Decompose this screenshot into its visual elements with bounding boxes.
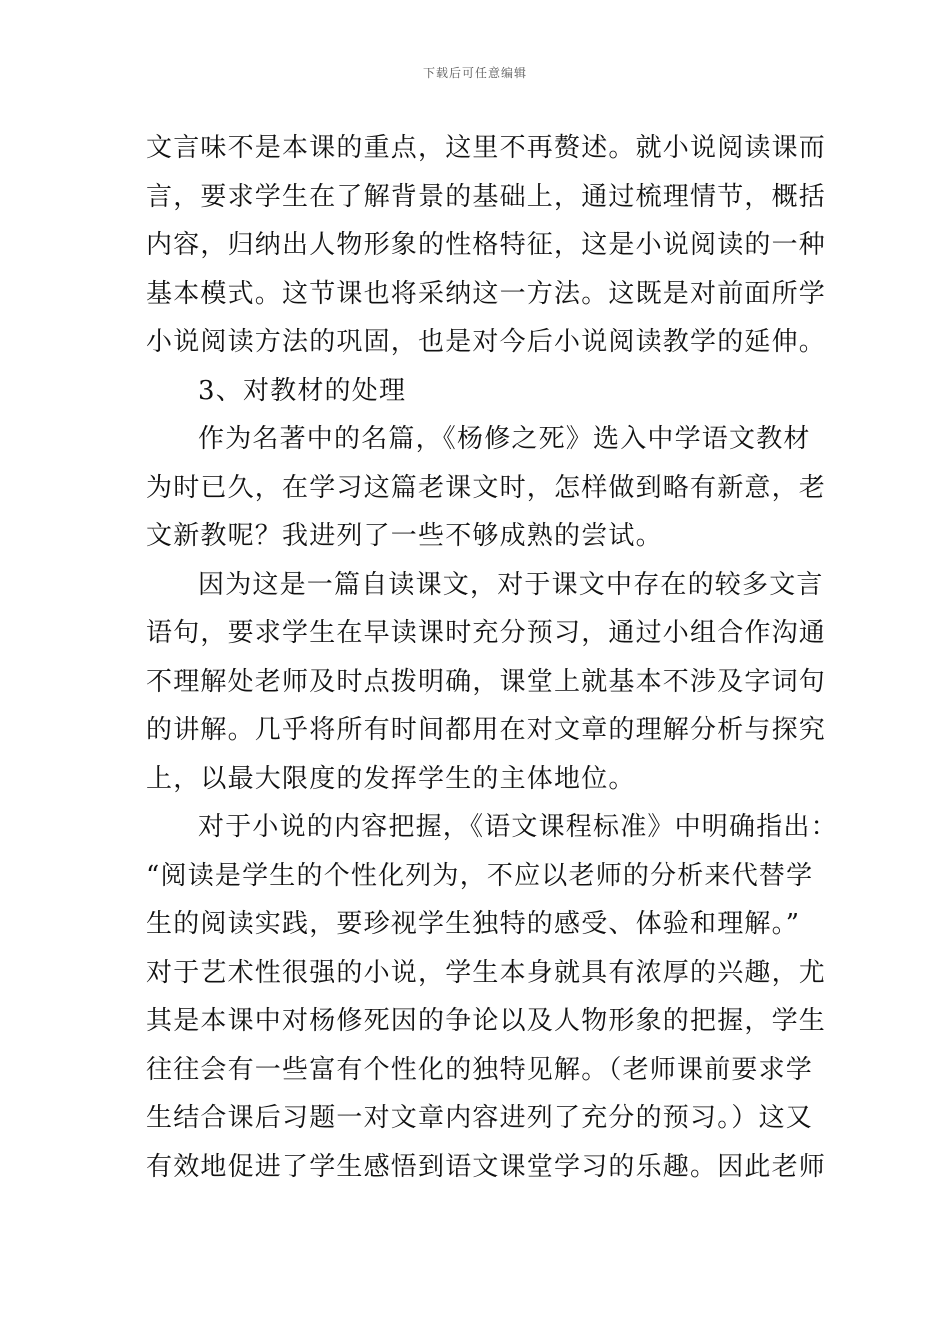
text-line: 有效地促进了学生感悟到语文课堂学习的乐趣。因此老师 bbox=[146, 1151, 827, 1182]
text-line: 其是本课中对杨修死因的争论以及人物形象的把握，学生 bbox=[146, 1006, 827, 1036]
text-line: 生的阅读实践，要珍视学生独特的感受、体验和理解。” bbox=[146, 909, 801, 939]
text-line: 对于艺术性很强的小说，学生本身就具有浓厚的兴趣，尤 bbox=[146, 957, 827, 988]
paragraph-start-line: 对于小说的内容把握，《语文课程标准》中明确指出： bbox=[198, 812, 838, 842]
text-line: 小说阅读方法的巩固，也是对今后小说阅读教学的延伸。 bbox=[146, 327, 827, 357]
text-line: 生结合课后习题一对文章内容进列了充分的预习。）这又 bbox=[146, 1103, 814, 1133]
text-line: 不理解处老师及时点拨明确，课堂上就基本不涉及字词句 bbox=[146, 666, 827, 697]
text-line: 往往会有一些富有个性化的独特见解。（老师课前要求学 bbox=[146, 1054, 814, 1085]
text-line: “阅读是学生的个性化列为，不应以老师的分析来代替学 bbox=[146, 860, 814, 891]
text-line: 言，要求学生在了解背景的基础上，通过梳理情节，概括 bbox=[146, 181, 827, 212]
text-line: 语句，要求学生在早读课时充分预习，通过小组合作沟通 bbox=[146, 618, 827, 648]
paragraph-start-line: 作为名著中的名篇，《杨修之死》选入中学语文教材 bbox=[198, 424, 811, 454]
body-text bbox=[146, 124, 838, 1191]
text-line: 上，以最大限度的发挥学生的主体地位。 bbox=[146, 763, 636, 794]
text-line: 内容，归纳出人物形象的性格特征，这是小说阅读的一种 bbox=[146, 230, 827, 260]
paragraph-start-line: 因为这是一篇自读课文，对于课文中存在的较多文言 bbox=[198, 569, 824, 600]
text-line: 为时已久，在学习这篇老课文时，怎样做到略有新意，老 bbox=[146, 472, 827, 503]
text-line: 文新教呢？我进列了一些不够成熟的尝试。 bbox=[146, 521, 663, 551]
section-heading: 3、对教材的处理 bbox=[198, 375, 407, 406]
text-line: 基本模式。这节课也将采纳这一方法。这既是对前面所学 bbox=[146, 278, 827, 309]
text-line: 的讲解。几乎将所有时间都用在对文章的理解分析与探究 bbox=[146, 715, 827, 745]
page-header-note: 下载后可任意编辑 bbox=[422, 66, 527, 80]
text-line: 文言味不是本课的重点，这里不再赘述。就小说阅读课而 bbox=[146, 133, 827, 163]
